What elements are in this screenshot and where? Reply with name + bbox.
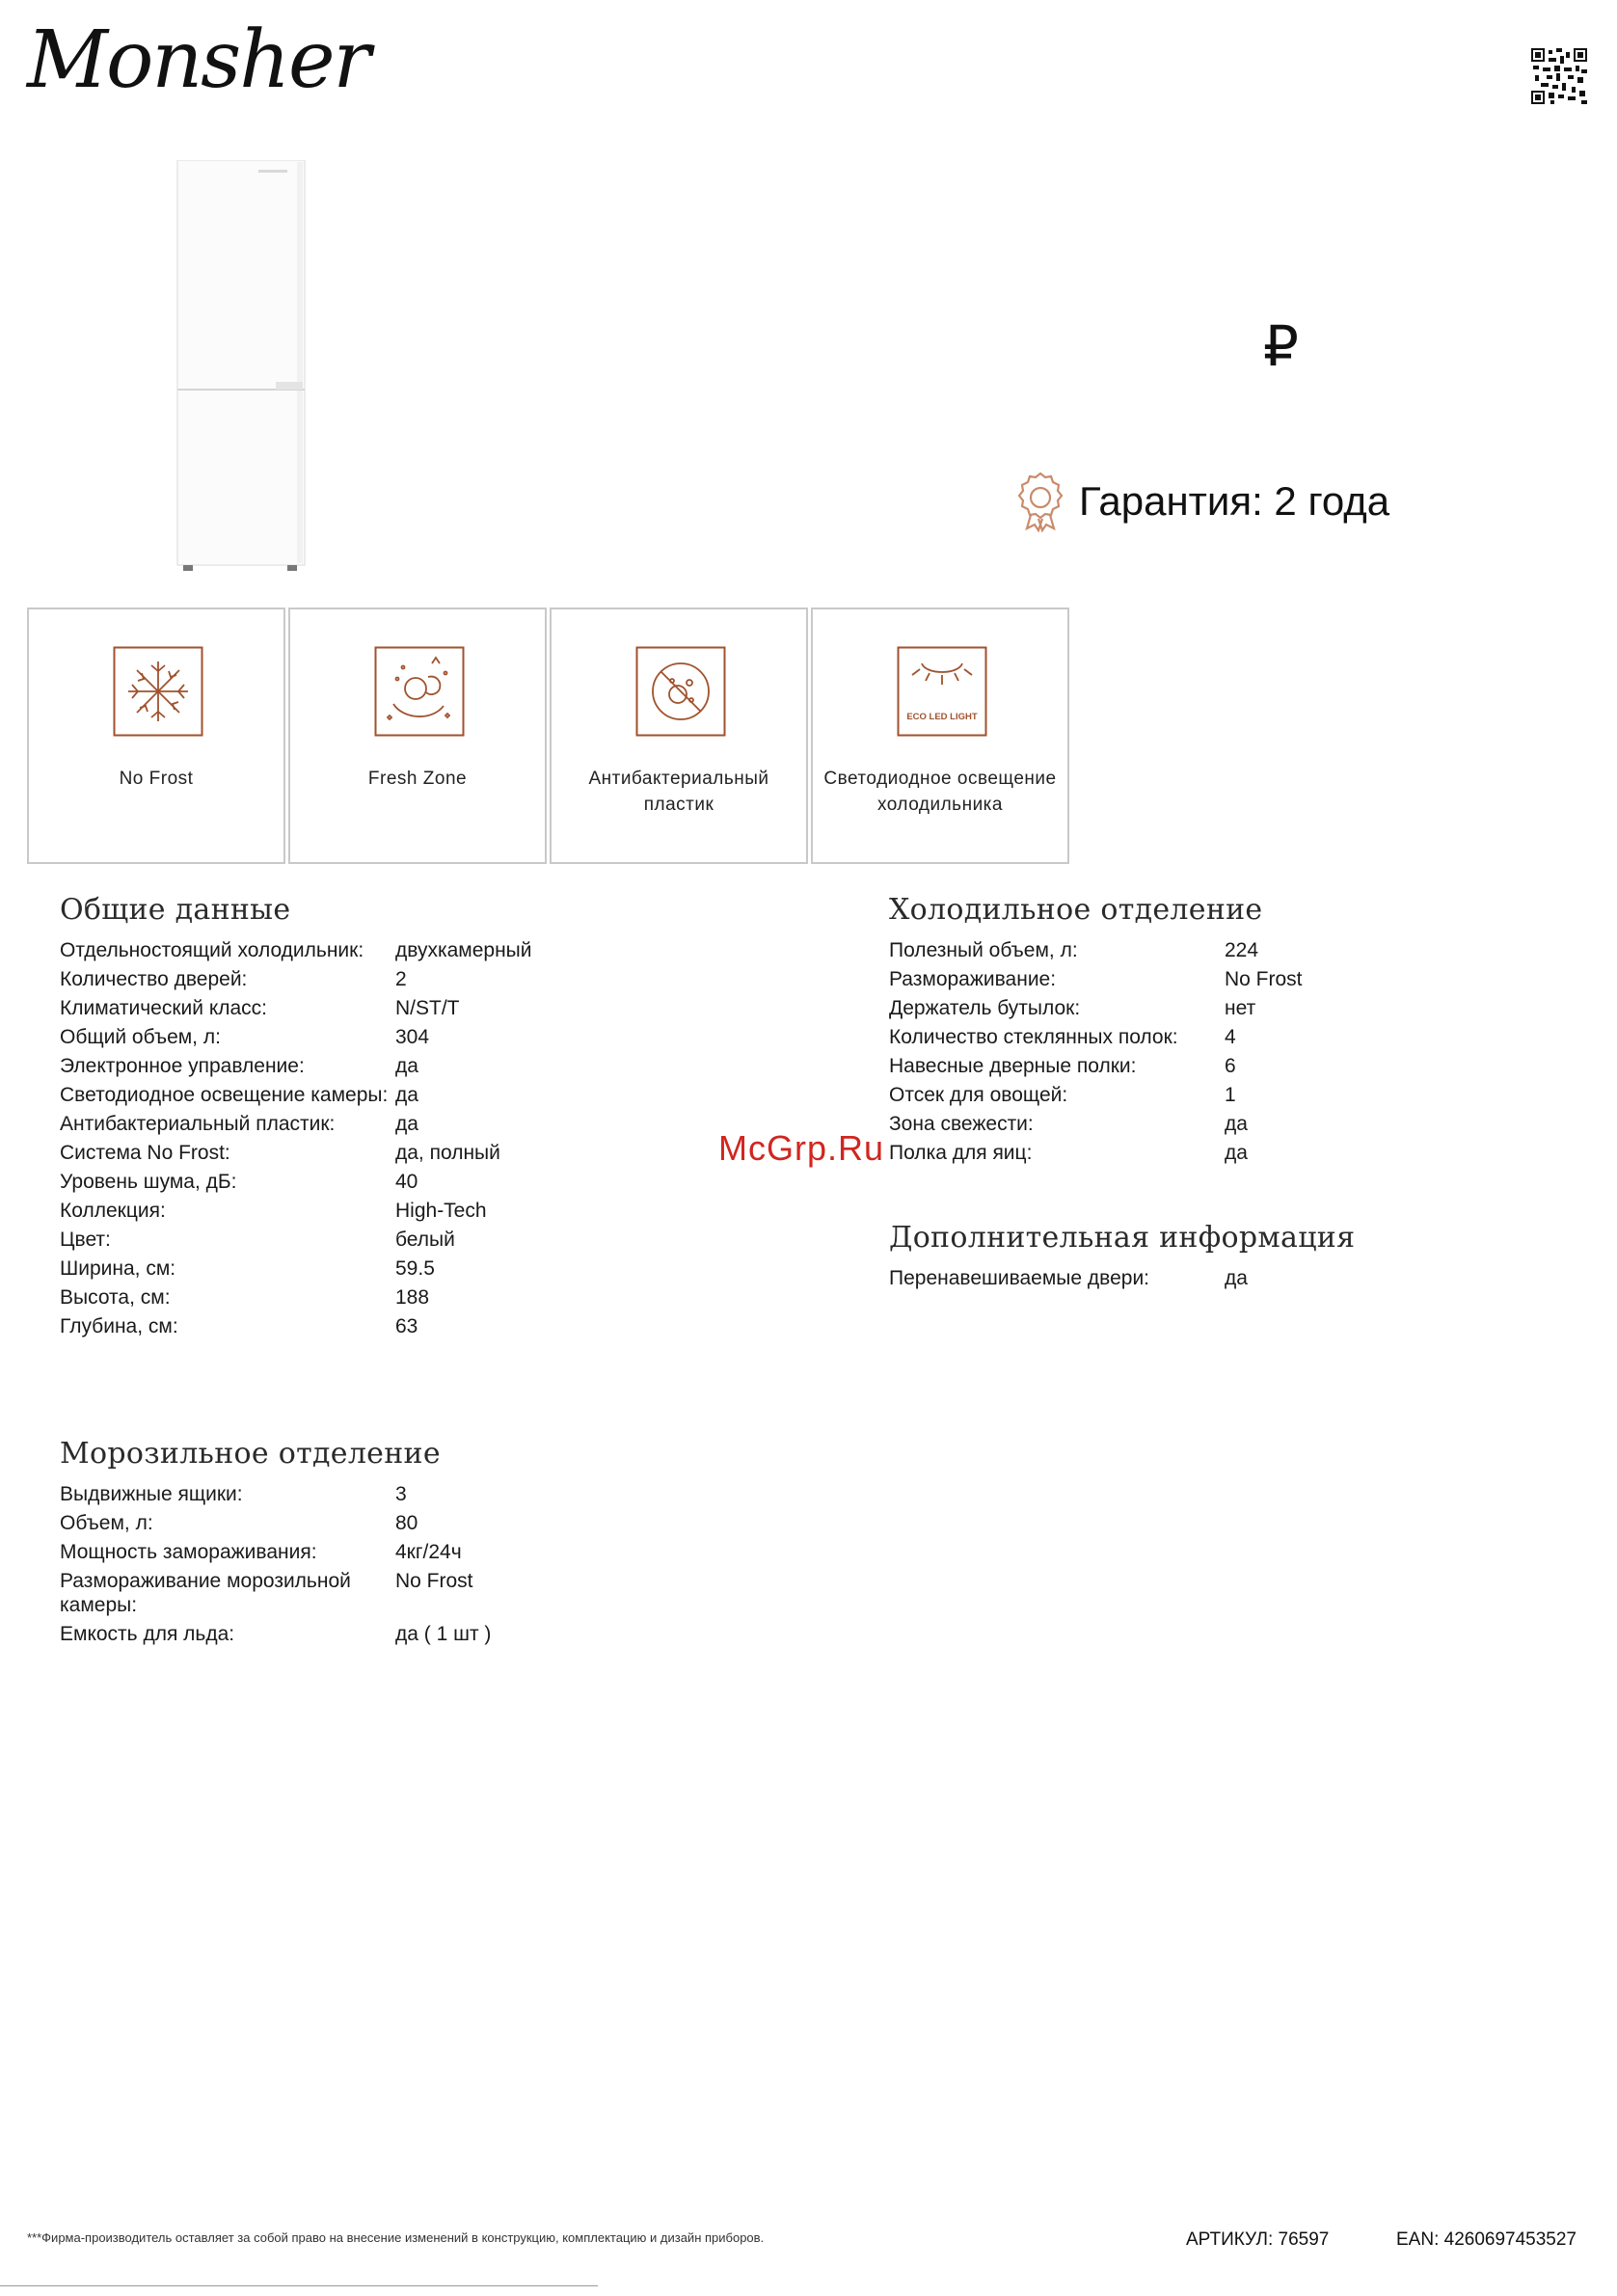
spec-row: [60, 1228, 735, 1252]
spec-key: Электронное управление:: [60, 1055, 305, 1077]
section-freezer: [60, 1437, 735, 1651]
spec-key: Количество дверей:: [60, 968, 248, 990]
spec-value: да ( 1 шт ): [395, 1623, 492, 1645]
article-number: АРТИКУЛ: 76597: [1186, 2229, 1330, 2250]
spec-key: Уровень шума, дБ:: [60, 1171, 237, 1193]
led-badge-text: ECO LED LIGHT: [906, 712, 978, 722]
spec-key: Ширина, см:: [60, 1257, 176, 1280]
award-ribbon-icon: [1017, 471, 1064, 532]
spec-value: да: [395, 1055, 418, 1077]
spec-row: [889, 1141, 1564, 1165]
section-title: Холодильное отделение: [889, 893, 1263, 927]
spec-row: [60, 1083, 735, 1107]
spec-row: [60, 1256, 735, 1281]
spec-row: [60, 1622, 735, 1646]
snowflake-icon: [113, 646, 203, 737]
spec-key: Антибактериальный пластик:: [60, 1113, 336, 1135]
feature-tile-led-light: [811, 608, 1069, 864]
spec-row: [60, 1511, 735, 1535]
spec-value: High-Tech: [395, 1200, 487, 1222]
feature-label: Светодиодное освещение холодильника: [823, 769, 1057, 815]
spec-value: да: [1225, 1267, 1248, 1289]
spec-key: Перенавешиваемые двери:: [889, 1267, 1150, 1289]
feature-label: No Frost: [119, 769, 194, 789]
spec-row: [60, 1199, 735, 1223]
feature-tile-fresh-zone: [288, 608, 547, 864]
spec-value: N/ST/T: [395, 997, 460, 1019]
spec-key: Мощность замораживания:: [60, 1541, 317, 1563]
spec-row: [60, 1482, 735, 1506]
spec-row: [889, 1266, 1564, 1290]
spec-value: 40: [395, 1171, 418, 1193]
spec-row: [60, 938, 735, 962]
section-title: Общие данные: [60, 893, 291, 927]
spec-key: Цвет:: [60, 1229, 111, 1251]
spec-value: 188: [395, 1286, 430, 1309]
spec-key: Объем, л:: [60, 1512, 153, 1534]
spec-key: Емкость для льда:: [60, 1623, 235, 1645]
section-general: [60, 893, 735, 1343]
spec-key: Навесные дверные полки:: [889, 1055, 1137, 1077]
spec-row: [889, 1025, 1564, 1049]
spec-value: No Frost: [1225, 968, 1303, 990]
ean-code: EAN: 4260697453527: [1396, 2229, 1577, 2250]
section-title: Морозильное отделение: [60, 1437, 441, 1471]
feature-tile-antibacterial: [550, 608, 808, 864]
spec-key: Система No Frost:: [60, 1142, 230, 1164]
price-currency: ₽: [1263, 315, 1299, 378]
spec-key: Высота, см:: [60, 1286, 171, 1309]
spec-value: 224: [1225, 939, 1259, 961]
spec-value: 2: [395, 968, 407, 990]
spec-value: 80: [395, 1512, 418, 1534]
spec-key: Отсек для овощей:: [889, 1084, 1068, 1106]
spec-value: No Frost: [395, 1570, 473, 1592]
spec-row: [889, 1112, 1564, 1136]
spec-row: [60, 1314, 735, 1338]
spec-key: Держатель бутылок:: [889, 997, 1081, 1019]
qr-code-icon: [1531, 48, 1587, 104]
spec-key: Выдвижные ящики:: [60, 1483, 243, 1505]
feature-tiles: [27, 608, 1073, 866]
spec-key: Коллекция:: [60, 1200, 166, 1222]
spec-row: [60, 1540, 735, 1564]
warranty-badge: [1017, 468, 1389, 535]
spec-value: белый: [395, 1229, 455, 1251]
feature-tile-no-frost: [27, 608, 285, 864]
spec-value: 59.5: [395, 1257, 435, 1280]
spec-key: Количество стеклянных полок:: [889, 1026, 1178, 1048]
spec-row: [889, 1054, 1564, 1078]
spec-row: [60, 1054, 735, 1078]
spec-row: [60, 1170, 735, 1194]
spec-value: двухкамерный: [395, 939, 532, 961]
spec-key: Полка для яиц:: [889, 1142, 1033, 1164]
led-light-icon: [897, 646, 987, 737]
fridge-image: [175, 160, 307, 575]
spec-key: Зона свежести:: [889, 1113, 1034, 1135]
spec-row: [889, 1083, 1564, 1107]
spec-row: [60, 1025, 735, 1049]
spec-value: да: [395, 1084, 418, 1106]
spec-row: [60, 967, 735, 991]
spec-row: [889, 938, 1564, 962]
spec-key: Общий объем, л:: [60, 1026, 221, 1048]
spec-row: [889, 967, 1564, 991]
spec-value: 63: [395, 1315, 418, 1337]
spec-key: Светодиодное освещение камеры:: [60, 1084, 389, 1106]
spec-row: [889, 996, 1564, 1020]
spec-key: Климатический класс:: [60, 997, 268, 1019]
section-fridge: [889, 893, 1564, 1170]
warranty-label: Гарантия: 2 года: [1079, 478, 1390, 524]
spec-value: да: [395, 1113, 418, 1135]
watermark: McGrp.Ru: [718, 1128, 885, 1168]
spec-value: да: [1225, 1142, 1248, 1164]
spec-value: 4: [1225, 1026, 1236, 1048]
brand-logo: Monsher: [27, 14, 369, 106]
spec-value: 6: [1225, 1055, 1236, 1077]
section-title: Дополнительная информация: [889, 1221, 1356, 1255]
spec-value: да, полный: [395, 1142, 500, 1164]
spec-row: [60, 1112, 735, 1136]
fruit-bowl-icon: [374, 646, 465, 737]
antibacterial-icon: [635, 646, 726, 737]
disclaimer: ***Фирма-производитель оставляет за собой право на внесение изменений в конструкцию, комплектацию и дизайн приборов.: [27, 2230, 765, 2245]
spec-row: [60, 1285, 735, 1310]
spec-row: [60, 1141, 735, 1165]
spec-key: Полезный объем, л:: [889, 939, 1078, 961]
spec-value: 3: [395, 1483, 407, 1505]
spec-value: да: [1225, 1113, 1248, 1135]
spec-row: [60, 1569, 735, 1617]
divider: [0, 2285, 598, 2286]
spec-key: Размораживание:: [889, 968, 1057, 990]
section-extra: [889, 1221, 1564, 1295]
spec-value: нет: [1225, 997, 1256, 1019]
spec-key: Отдельностоящий холодильник:: [60, 939, 364, 961]
spec-value: 1: [1225, 1084, 1236, 1106]
spec-value: 304: [395, 1026, 430, 1048]
feature-label: Fresh Zone: [367, 769, 468, 789]
spec-key: Глубина, см:: [60, 1315, 178, 1337]
spec-row: [60, 996, 735, 1020]
spec-value: 4кг/24ч: [395, 1541, 462, 1563]
spec-key: Размораживание морозильной камеры:: [60, 1570, 351, 1616]
feature-label: Антибактериальный пластик: [588, 769, 769, 815]
